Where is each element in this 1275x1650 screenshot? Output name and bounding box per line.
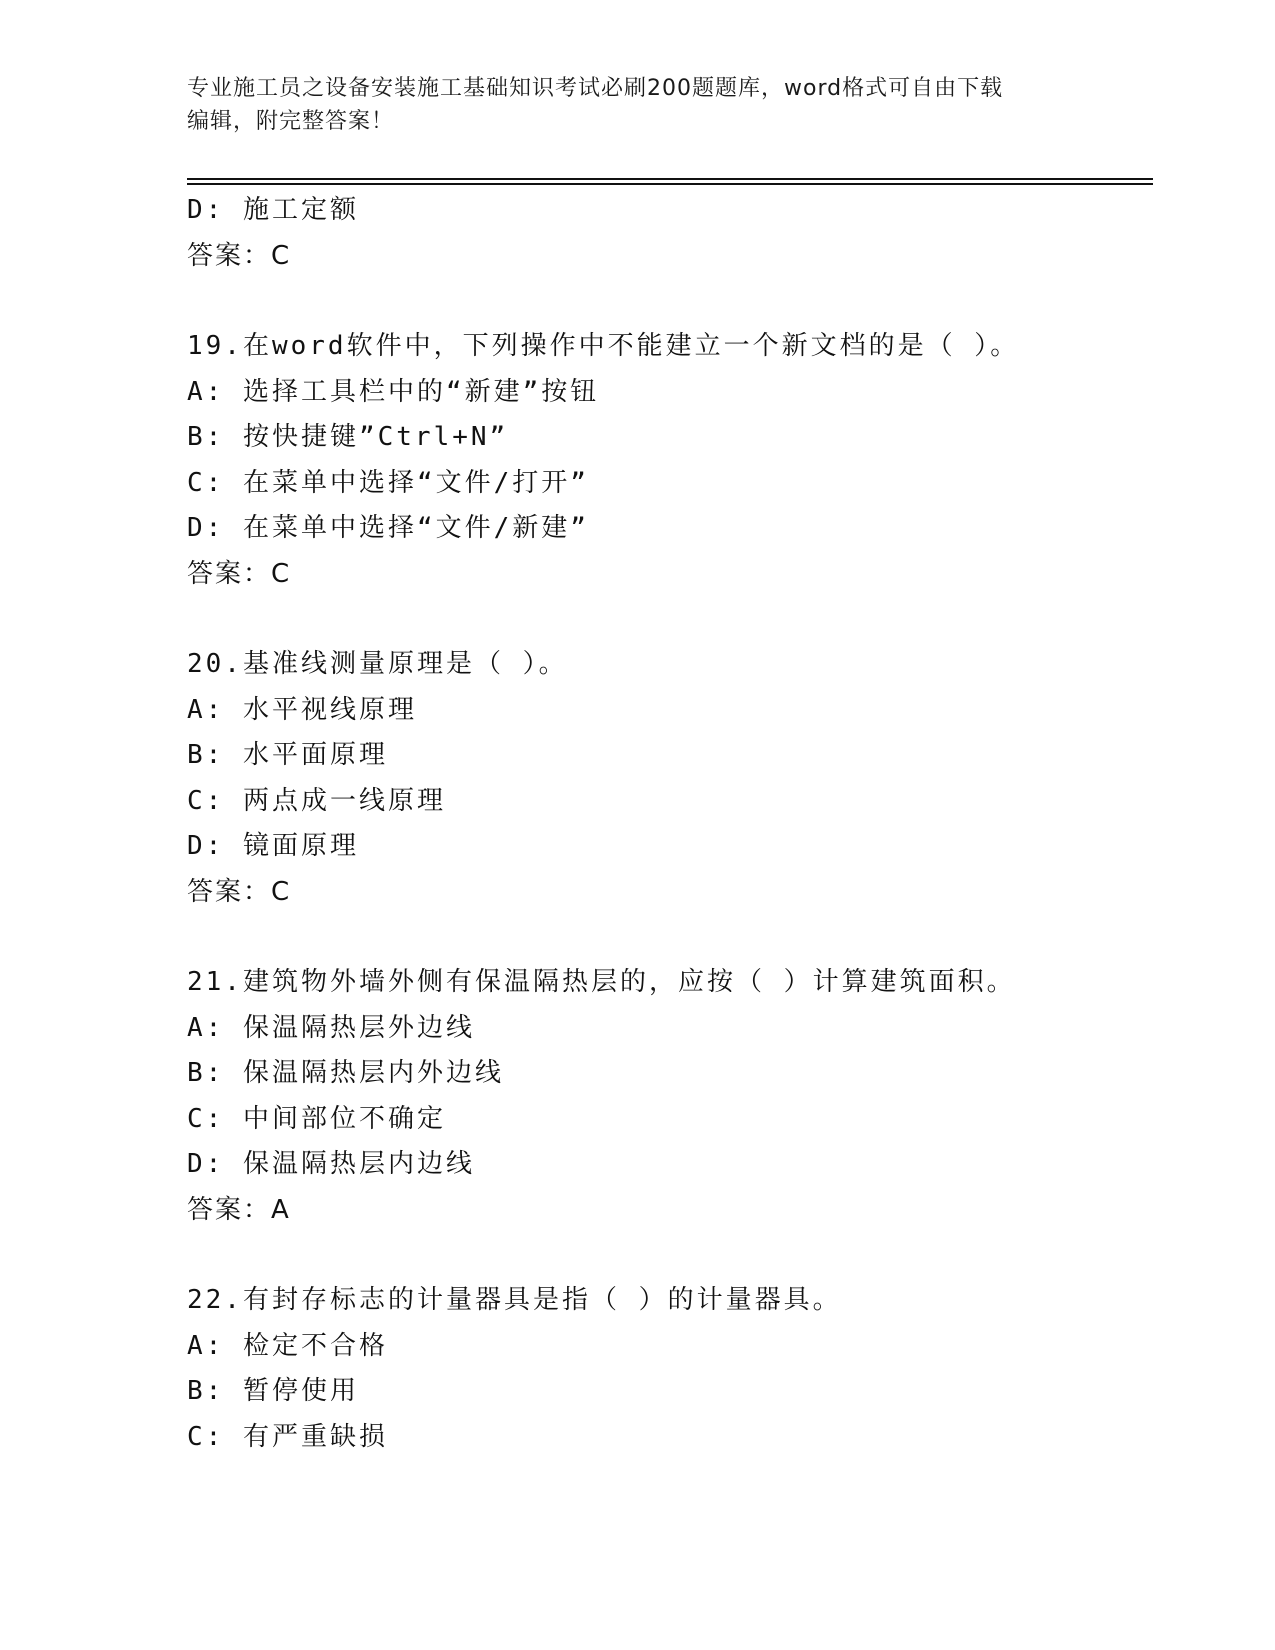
answer-line: 答案：A xyxy=(187,1194,291,1225)
question-spacer xyxy=(187,1233,1153,1278)
option-line: A: 检定不合格 xyxy=(187,1330,388,1361)
question-stem: 20.基准线测量原理是（ ）。 xyxy=(187,649,568,679)
header-divider-bottom xyxy=(187,183,1153,185)
question-stem: 22.有封存标志的计量器具是指（ ）的计量器具。 xyxy=(187,1285,842,1315)
question-list xyxy=(187,188,1153,1460)
question-spacer xyxy=(187,597,1153,642)
option-line: C: 有严重缺损 xyxy=(187,1421,388,1452)
answer-line: 答案：C xyxy=(187,876,292,907)
option-line: B: 暂停使用 xyxy=(187,1376,359,1406)
header-line-1: 专业施工员之设备安装施工基础知识考试必刷200题题库，word格式可自由下载 xyxy=(187,76,1004,101)
document-header xyxy=(187,72,1087,138)
option-line: A: 保温隔热层外边线 xyxy=(187,1012,475,1043)
option-line: B: 水平面原理 xyxy=(187,740,388,770)
option-line: D: 保温隔热层内边线 xyxy=(187,1149,475,1179)
answer-line: 答案：C xyxy=(187,558,292,589)
option-line: C: 在菜单中选择“文件/打开” xyxy=(187,467,589,498)
header-line-2: 编辑，附完整答案！ xyxy=(187,109,395,134)
option-line: C: 两点成一线原理 xyxy=(187,785,446,816)
option-line: D: 镜面原理 xyxy=(187,831,359,861)
option-line: A: 选择工具栏中的“新建”按钮 xyxy=(187,376,600,407)
option-line: A: 水平视线原理 xyxy=(187,694,417,725)
option-line: D: 施工定额 xyxy=(187,195,359,225)
answer-line: 答案：C xyxy=(187,240,292,271)
option-line: C: 中间部位不确定 xyxy=(187,1103,446,1134)
option-line: B: 保温隔热层内外边线 xyxy=(187,1058,504,1088)
question-spacer xyxy=(187,915,1153,960)
question-spacer xyxy=(187,279,1153,324)
header-divider-top xyxy=(187,178,1153,180)
option-line: B: 按快捷键”Ctrl+N” xyxy=(187,422,509,452)
question-stem: 21.建筑物外墙外侧有保温隔热层的，应按（ ）计算建筑面积。 xyxy=(187,967,1016,997)
option-line: D: 在菜单中选择“文件/新建” xyxy=(187,513,589,543)
question-stem: 19.在word软件中，下列操作中不能建立一个新文档的是（ ）。 xyxy=(187,331,1020,361)
